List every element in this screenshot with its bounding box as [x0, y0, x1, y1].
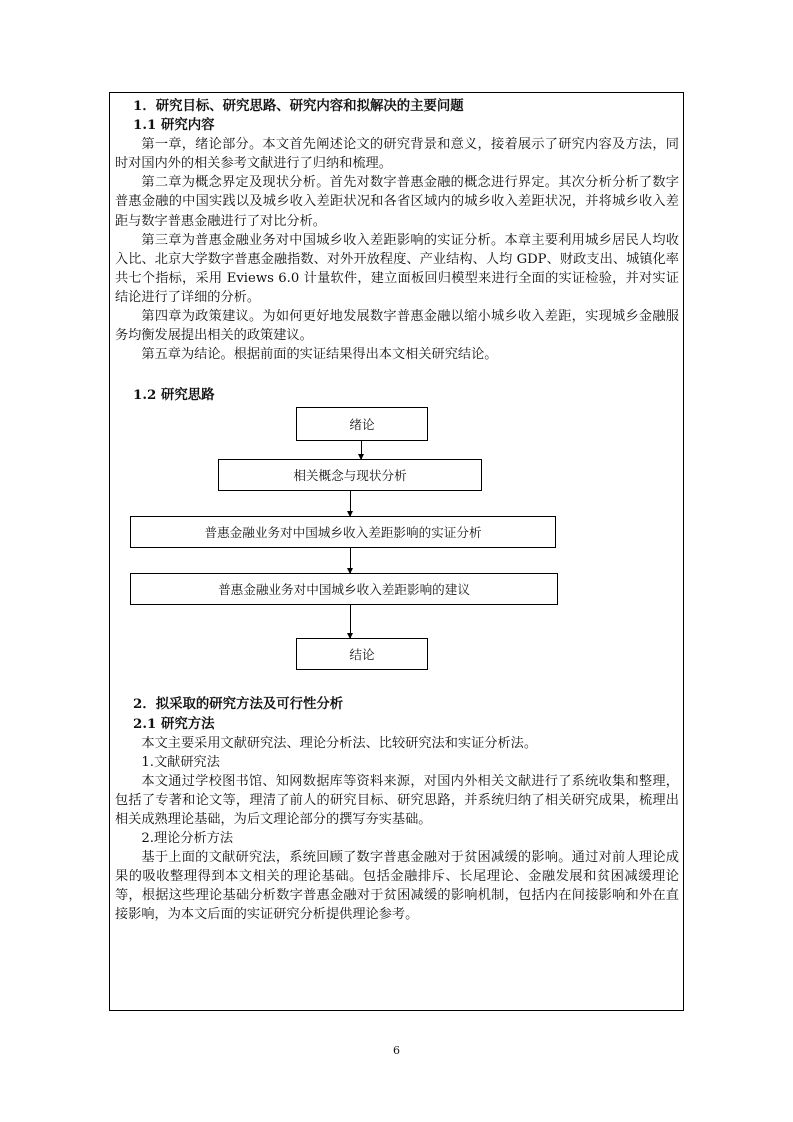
method2-title: 2.理论分析方法 — [141, 831, 234, 847]
flow-box-empirical: 普惠金融业务对中国城乡收入差距影响的实证分析 — [130, 516, 556, 548]
paragraph-chapter-5: 第五章为结论。根据前面的实证结果得出本文相关研究结论。 — [141, 347, 498, 363]
section2-1-heading: 2.1 研究方法 — [133, 715, 215, 732]
flow-arrow-2 — [350, 491, 351, 516]
flow-arrow-4 — [350, 605, 351, 638]
page-number: 6 — [393, 1044, 400, 1057]
section1-2-heading: 1.2 研究思路 — [133, 387, 215, 404]
section2-heading: 2．拟采取的研究方法及可行性分析 — [133, 696, 344, 713]
paragraph-chapter-2: 第二章为概念界定及现状分析。首先对数字普惠金融的概念进行界定。其次分析分析了数字普惠金融的中国实践以及城乡收入差距状况和各省区域内的城乡收入差距状况，并将城乡收入差距与数字普惠金融进行了对比分析。 — [115, 175, 679, 229]
method1-text: 本文通过学校图书馆、知网数据库等资料来源，对国内外相关文献进行了系统收集和整理，包括了专著和论文等，理清了前人的研究目标、研究思路，并系统归纳了相关研究成果，梳理出相关成熟理论基础，为后文理论部分的撰写夯实基础。 — [115, 773, 679, 827]
flow-box-concepts: 相关概念与现状分析 — [218, 459, 482, 491]
paragraph-chapter-3: 第三章为普惠金融业务对中国城乡收入差距影响的实证分析。本章主要利用城乡居民人均收入比、北京大学数字普惠金融指数、对外开放程度、产业结构、人均 GDP、财政支出、城镇化率共七个指标，采用 Eviews 6.0 计量软件，建立面板回归模型来进行全面的实证检验，并对实证结论进行了详细的分析。 — [115, 232, 679, 305]
flow-box-conclusion: 结论 — [296, 638, 428, 670]
flow-arrow-1 — [361, 441, 362, 459]
section1-heading: 1．研究目标、研究思路、研究内容和拟解决的主要问题 — [133, 98, 464, 114]
methods-intro: 本文主要采用文献研究法、理论分析法、比较研究法和实证分析法。 — [141, 735, 538, 751]
document-body — [115, 97, 679, 925]
method2-text: 基于上面的文献研究法，系统回顾了数字普惠金融对于贫困减缓的影响。通过对前人理论成果的吸收整理得到本文相关的理论基础。包括金融排斥、长尾理论、金融发展和贫困减缓理论等，根据这些理论基础分析数字普惠金融对于贫困减缓的影响机制，包括内在间接影响和外在直接影响，为本文后面的实证研究分析提供理论参考。 — [115, 850, 679, 923]
research-flowchart — [115, 407, 679, 689]
flow-arrow-3 — [350, 548, 351, 573]
section1-1-heading: 1.1 研究内容 — [133, 117, 215, 134]
flow-box-suggestions: 普惠金融业务对中国城乡收入差距影响的建议 — [130, 573, 558, 605]
method1-title: 1.文献研究法 — [141, 754, 220, 770]
paragraph-chapter-4: 第四章为政策建议。为如何更好地发展数字普惠金融以缩小城乡收入差距，实现城乡金融服务均衡发展提出相关的政策建议。 — [115, 309, 679, 344]
paragraph-chapter-1: 第一章，绪论部分。本文首先阐述论文的研究背景和意义，接着展示了研究内容及方法，同时对国内外的相关参考文献进行了归纳和梳理。 — [115, 137, 679, 172]
flow-box-intro: 绪论 — [296, 407, 428, 441]
